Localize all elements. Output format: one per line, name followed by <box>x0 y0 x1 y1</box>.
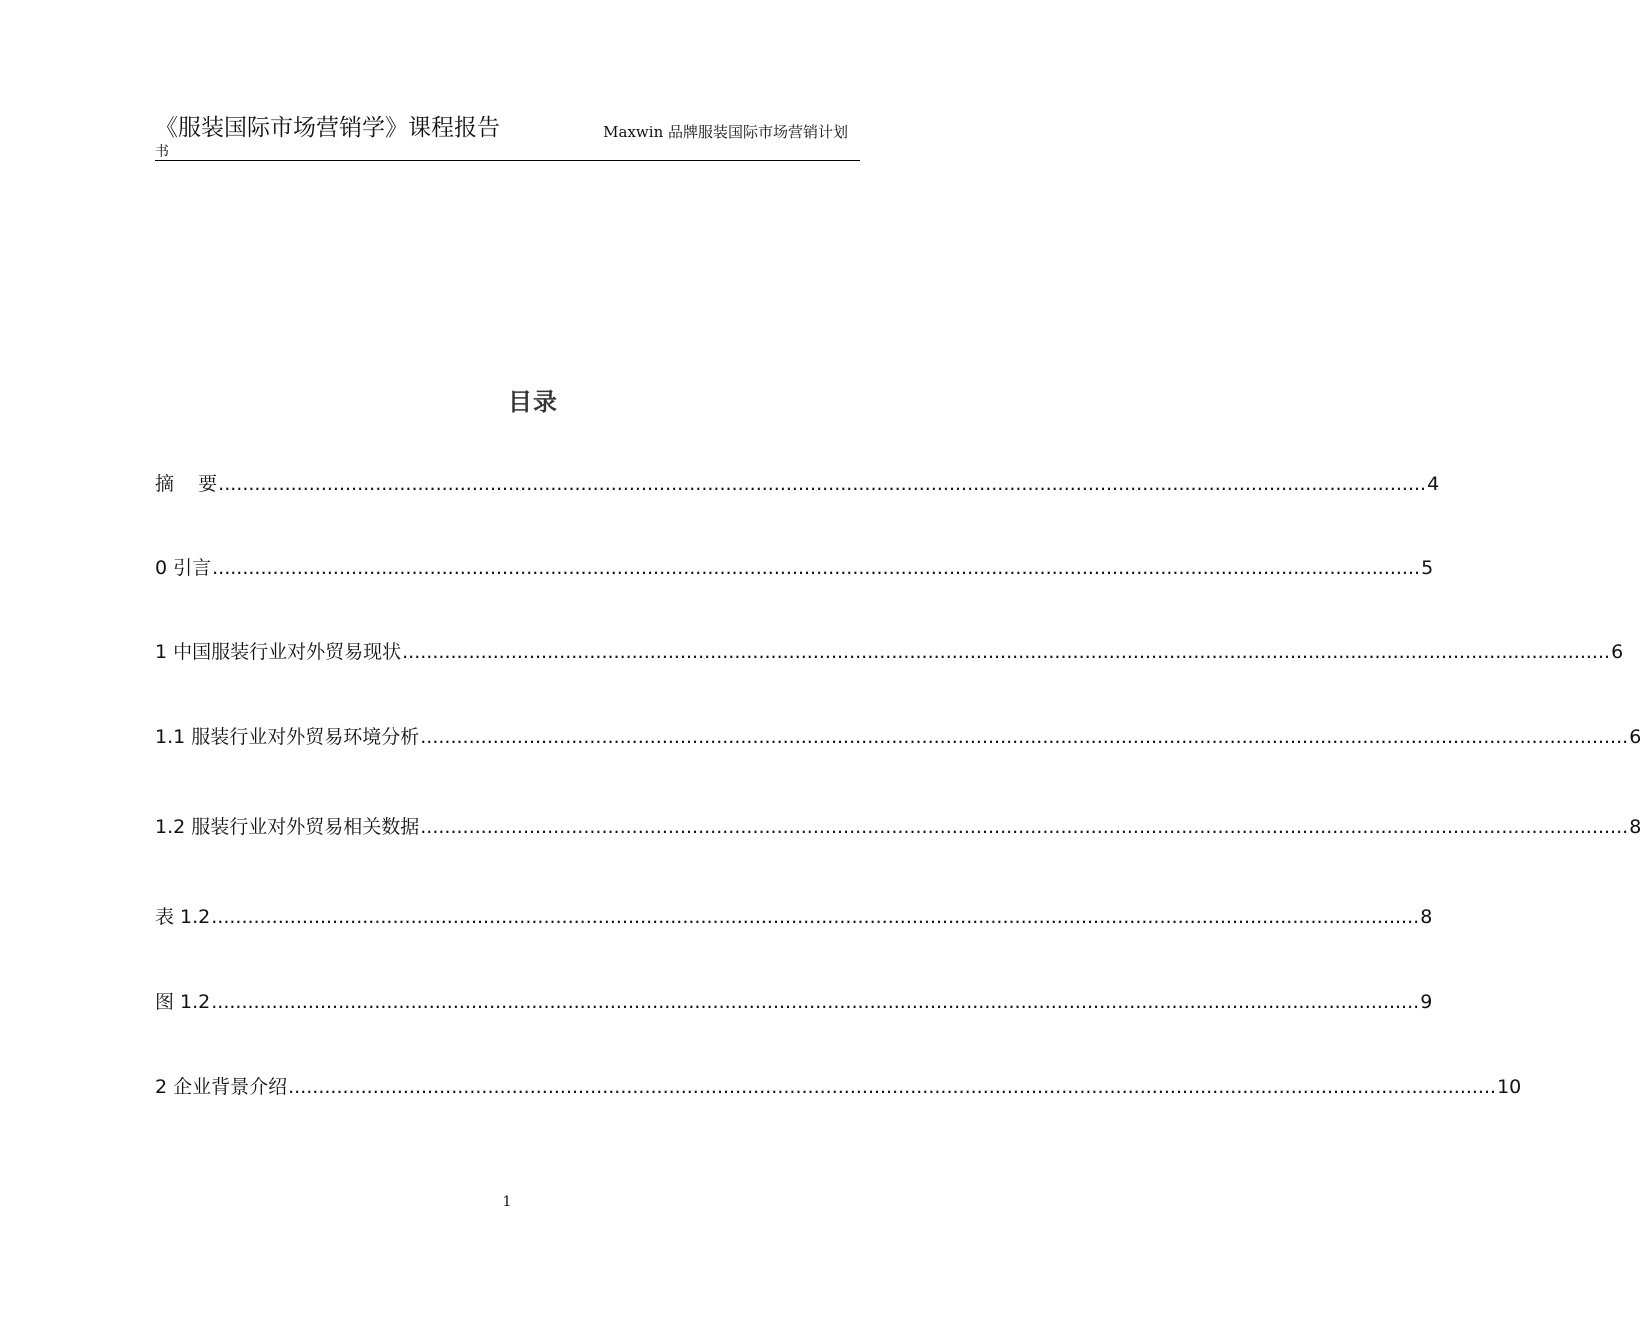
header-title-continuation: 书 <box>155 144 169 160</box>
toc-entry-page: 4 <box>1427 473 1440 495</box>
toc-leader-dots: ........................................................................................................................................................................................................ <box>211 991 1420 1013</box>
toc-heading: 目录 <box>508 388 558 416</box>
toc-entry-page: 8 <box>1629 816 1641 838</box>
toc-entry-text: 表 1.2 <box>155 906 211 928</box>
toc-entry[interactable] <box>155 988 1433 1016</box>
toc-entry-text: 图 1.2 <box>155 991 211 1013</box>
toc-entry-page: 6 <box>1629 726 1641 748</box>
toc-leader-dots: ........................................................................................................................................................................................................ <box>218 473 1427 495</box>
header-divider <box>155 160 860 161</box>
toc-entry[interactable] <box>155 903 1433 931</box>
toc-entry-text: 1.1 服装行业对外贸易环境分析 <box>155 726 420 748</box>
toc-entry-page: 9 <box>1420 991 1433 1013</box>
header-course-title: 《服装国际市场营销学》课程报告 <box>155 115 500 141</box>
header-plan-title: Maxwin 品牌服装国际市场营销计划 <box>603 123 848 141</box>
toc-entry-text: 1.2 服装行业对外贸易相关数据 <box>155 816 420 838</box>
toc-entry-page: 8 <box>1420 906 1433 928</box>
toc-leader-dots: ........................................................................................................................................................................................................ <box>420 816 1629 838</box>
toc-leader-dots: ........................................................................................................................................................................................................ <box>211 906 1420 928</box>
toc-entry-text: 0 引言 <box>155 557 212 579</box>
toc-entry[interactable] <box>155 813 1641 841</box>
page-header <box>155 112 860 162</box>
toc-entry-text: 2 企业背景介绍 <box>155 1076 288 1098</box>
toc-entry[interactable] <box>155 723 1641 751</box>
toc-entry-text: 摘 要 <box>155 473 218 495</box>
toc-leader-dots: ........................................................................................................................................................................................................ <box>402 641 1611 663</box>
toc-leader-dots: ........................................................................................................................................................................................................ <box>212 557 1421 579</box>
page-number: 1 <box>502 1194 512 1210</box>
toc-entry[interactable] <box>155 554 1434 582</box>
toc-entry[interactable] <box>155 638 1624 666</box>
toc-entry-page: 6 <box>1611 641 1624 663</box>
toc-entry-page: 10 <box>1497 1076 1522 1098</box>
toc-entry-page: 5 <box>1421 557 1434 579</box>
toc-leader-dots: ........................................................................................................................................................................................................ <box>420 726 1629 748</box>
toc-entry[interactable] <box>155 470 1440 498</box>
toc-entry-text: 1 中国服装行业对外贸易现状 <box>155 641 402 663</box>
toc-entry[interactable] <box>155 1073 1522 1101</box>
toc-leader-dots: ........................................................................................................................................................................................................ <box>288 1076 1497 1098</box>
